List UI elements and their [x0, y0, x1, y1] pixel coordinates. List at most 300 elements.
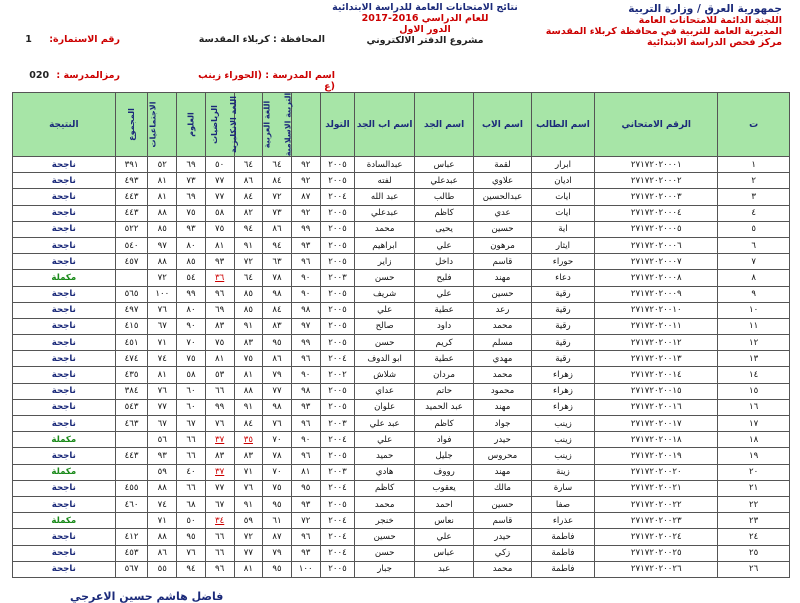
- table-cell: ٧٧: [263, 383, 292, 399]
- table-cell: ٢٧١٧٢٠٢٠٠٢٢: [595, 496, 718, 512]
- form-label: رقم الاستمارة:: [49, 34, 120, 45]
- table-row: [13, 383, 790, 399]
- table-cell: جليل: [414, 448, 473, 464]
- table-cell: ٧٦: [263, 416, 292, 432]
- table-cell: ٢٧١٧٢٠٢٠٠١٧: [595, 416, 718, 432]
- table-cell: ٧٨: [263, 270, 292, 286]
- table-cell: ٨٨: [234, 383, 263, 399]
- table-cell: ٩٤: [263, 237, 292, 253]
- result-cell: ناجحة: [13, 302, 116, 318]
- table-cell: ٦٦: [205, 545, 234, 561]
- table-cell: صالح: [355, 318, 414, 334]
- table-cell: ٨٣: [263, 318, 292, 334]
- table-cell: [115, 513, 148, 529]
- table-row: [13, 399, 790, 415]
- table-cell: ٨١: [234, 561, 263, 577]
- table-cell: ٨٦: [263, 351, 292, 367]
- table-cell: جواد: [474, 416, 531, 432]
- table-cell: رقية: [531, 286, 595, 302]
- table-cell: ٧٧: [205, 480, 234, 496]
- table-cell: ٧٥: [205, 221, 234, 237]
- table-cell: ٧٢: [148, 270, 177, 286]
- table-cell: ٩٠: [291, 270, 320, 286]
- col-great-grandfather: اسم اب الجد: [355, 93, 414, 157]
- table-cell: ٣: [718, 189, 790, 205]
- table-cell: ٧٤: [148, 351, 177, 367]
- table-cell: ٣٤: [205, 513, 234, 529]
- table-cell: ٢٠٠٥: [320, 237, 355, 253]
- table-cell: نعاس: [414, 513, 473, 529]
- table-cell: ٦٦: [205, 383, 234, 399]
- table-cell: ٨٤: [234, 416, 263, 432]
- table-cell: اديان: [531, 173, 595, 189]
- table-cell: ٩٣: [177, 221, 206, 237]
- committee-line: اللجنة الدائمة للامتحانات العامة: [638, 15, 782, 26]
- table-cell: ٢٠٠٥: [320, 383, 355, 399]
- table-cell: ٤٥٧: [115, 254, 148, 270]
- table-cell: علي: [414, 529, 473, 545]
- table-cell: ابرار: [531, 157, 595, 173]
- table-cell: علي: [414, 286, 473, 302]
- table-cell: ٩٦: [291, 529, 320, 545]
- table-cell: ٩٣: [291, 399, 320, 415]
- result-cell: ناجحة: [13, 448, 116, 464]
- col-islamic-label: التربية الاسلامية: [283, 92, 293, 156]
- table-cell: ٥٨: [177, 367, 206, 383]
- table-cell: ٩٧: [148, 237, 177, 253]
- table-cell: شلاش: [355, 367, 414, 383]
- table-cell: ٨٦: [263, 221, 292, 237]
- table-cell: ٢٦: [718, 561, 790, 577]
- table-cell: زينب: [531, 432, 595, 448]
- table-cell: ٧٥: [263, 480, 292, 496]
- result-cell: مكملة: [13, 270, 116, 286]
- ministry-header: [546, 4, 782, 48]
- result-cell: ناجحة: [13, 318, 116, 334]
- table-cell: حسن: [355, 335, 414, 351]
- col-math-label: الرياضيات: [209, 104, 219, 144]
- result-cell: ناجحة: [13, 480, 116, 496]
- table-cell: ٧٥: [177, 351, 206, 367]
- table-cell: ٧٢: [263, 189, 292, 205]
- table-cell: ٨٦: [148, 545, 177, 561]
- school-label: اسم المدرسة : (الحوراء زينب (ع: [198, 70, 335, 92]
- table-cell: ٩٦: [291, 254, 320, 270]
- table-cell: ٩٤: [234, 221, 263, 237]
- table-cell: ٣٧: [205, 432, 234, 448]
- table-cell: ٧٧: [234, 545, 263, 561]
- governorate-label: المحافظة : كربلاء المقدسة: [198, 34, 325, 45]
- col-result: النتيجة: [13, 93, 116, 157]
- table-row: [13, 237, 790, 253]
- table-cell: ٢٧١٧٢٠٢٠٠٢٠: [595, 464, 718, 480]
- table-cell: ٩٦: [205, 561, 234, 577]
- table-cell: ٩١: [234, 496, 263, 512]
- result-cell: مكملة: [13, 464, 116, 480]
- table-cell: عباس: [414, 157, 473, 173]
- table-row: [13, 351, 790, 367]
- table-cell: ٢٧١٧٢٠٢٠٠٠٥: [595, 221, 718, 237]
- table-cell: علوان: [355, 399, 414, 415]
- table-cell: ٧٢: [234, 529, 263, 545]
- table-cell: زكي: [474, 545, 531, 561]
- table-cell: ٨: [718, 270, 790, 286]
- col-arabic-label: اللغة العربية: [262, 100, 272, 148]
- table-cell: علي: [414, 237, 473, 253]
- table-cell: زهراء: [531, 367, 595, 383]
- table-cell: كاظم: [355, 480, 414, 496]
- table-cell: ٢٧١٧٢٠٢٠٠١٨: [595, 432, 718, 448]
- table-cell: حسين: [474, 496, 531, 512]
- table-cell: ٨٠: [177, 237, 206, 253]
- table-cell: ٧٧: [205, 189, 234, 205]
- table-cell: حسن: [355, 270, 414, 286]
- table-cell: ٣٩١: [115, 157, 148, 173]
- table-cell: ٨١: [205, 351, 234, 367]
- table-cell: مهند: [474, 270, 531, 286]
- table-cell: ٣٨٤: [115, 383, 148, 399]
- table-cell: ٢٧١٧٢٠٢٠٠١٢: [595, 335, 718, 351]
- table-cell: ٤٤٣: [115, 189, 148, 205]
- signature: فاضل هاشم حسين الاعرجي: [70, 590, 224, 603]
- table-cell: عبدالحسين: [474, 189, 531, 205]
- table-cell: ٢٠٠٣: [320, 416, 355, 432]
- table-cell: ١٣: [718, 351, 790, 367]
- col-science-label: العلوم: [186, 111, 196, 137]
- table-cell: ٤٣٥: [115, 367, 148, 383]
- table-cell: ٢٠٠٥: [320, 302, 355, 318]
- table-row: [13, 464, 790, 480]
- table-cell: ٧٣: [177, 173, 206, 189]
- table-cell: ٥٦: [148, 432, 177, 448]
- col-total: [115, 93, 148, 157]
- school-code-value: 020: [29, 70, 50, 81]
- table-cell: ٩٥: [263, 335, 292, 351]
- table-cell: حسن: [355, 545, 414, 561]
- table-row: [13, 254, 790, 270]
- table-cell: ٦: [718, 237, 790, 253]
- table-cell: لقمة: [474, 157, 531, 173]
- table-cell: مردان: [414, 367, 473, 383]
- table-cell: شريف: [355, 286, 414, 302]
- table-cell: فاطمة: [531, 545, 595, 561]
- result-cell: مكملة: [13, 432, 116, 448]
- table-cell: ٨١: [148, 367, 177, 383]
- col-social: [148, 93, 177, 157]
- table-cell: عبد الله: [355, 189, 414, 205]
- table-cell: ٢٧١٧٢٠٢٠٠١٣: [595, 351, 718, 367]
- table-cell: ٧٨: [263, 448, 292, 464]
- table-cell: ١٠٠: [291, 561, 320, 577]
- project-name: مشروع الدفتر الالكتروني: [366, 35, 484, 46]
- table-cell: ١٤: [718, 367, 790, 383]
- col-seq: ت: [718, 93, 790, 157]
- result-cell: ناجحة: [13, 351, 116, 367]
- table-cell: ٨٨: [148, 480, 177, 496]
- school-code: [20, 70, 120, 81]
- table-cell: ٢٠٠٥: [320, 157, 355, 173]
- table-cell: ٦٠: [177, 383, 206, 399]
- table-cell: ٧٥: [234, 351, 263, 367]
- table-row: [13, 189, 790, 205]
- table-cell: ٤٩٣: [115, 173, 148, 189]
- table-cell: فليح: [414, 270, 473, 286]
- table-cell: علي: [355, 432, 414, 448]
- table-cell: علي: [355, 302, 414, 318]
- table-cell: رقية: [531, 351, 595, 367]
- table-cell: ٨٥: [177, 254, 206, 270]
- table-cell: ٩٩: [291, 335, 320, 351]
- result-cell: ناجحة: [13, 529, 116, 545]
- table-cell: محروس: [474, 448, 531, 464]
- table-cell: مسلم: [474, 335, 531, 351]
- table-row: [13, 270, 790, 286]
- table-cell: ١٨: [718, 432, 790, 448]
- table-cell: ١: [718, 157, 790, 173]
- table-cell: ٨٣: [234, 335, 263, 351]
- table-row: [13, 529, 790, 545]
- table-cell: ٢٧١٧٢٠٢٠٠١٩: [595, 448, 718, 464]
- table-cell: محمد: [355, 496, 414, 512]
- table-cell: ٥٦٧: [115, 561, 148, 577]
- table-cell: ٢٧١٧٢٠٢٠٠٠٤: [595, 205, 718, 221]
- table-cell: ٥٠: [177, 513, 206, 529]
- table-cell: ٦٧: [205, 496, 234, 512]
- table-cell: يعقوب: [414, 480, 473, 496]
- table-cell: ٤٠: [177, 464, 206, 480]
- table-cell: ٤٩٧: [115, 302, 148, 318]
- table-cell: ٨٣: [234, 448, 263, 464]
- table-cell: داخل: [414, 254, 473, 270]
- table-cell: علاوي: [474, 173, 531, 189]
- table-cell: ٢٠٠٥: [320, 173, 355, 189]
- table-cell: حوراء: [531, 254, 595, 270]
- table-cell: ٢٠٠٥: [320, 561, 355, 577]
- table-cell: طالب: [414, 189, 473, 205]
- table-cell: ١١: [718, 318, 790, 334]
- table-cell: ٥٣: [205, 367, 234, 383]
- table-cell: ٥: [718, 221, 790, 237]
- table-cell: رقية: [531, 335, 595, 351]
- table-cell: ٢٠٠٣: [320, 270, 355, 286]
- table-cell: عبدعلي: [355, 205, 414, 221]
- table-cell: زهراء: [531, 399, 595, 415]
- table-cell: ٢٧١٧٢٠٢٠٠٠٨: [595, 270, 718, 286]
- result-cell: ناجحة: [13, 561, 116, 577]
- table-cell: ٩٢: [291, 173, 320, 189]
- table-cell: ٨٨: [148, 529, 177, 545]
- table-cell: ٩١: [234, 399, 263, 415]
- table-cell: ٨١: [148, 189, 177, 205]
- table-cell: ٥٥: [148, 561, 177, 577]
- table-cell: ٩٣: [291, 545, 320, 561]
- form-number: [20, 34, 120, 45]
- table-cell: ٢٤: [718, 529, 790, 545]
- table-cell: لفته: [355, 173, 414, 189]
- table-cell: ٥٨: [205, 205, 234, 221]
- table-cell: ٨٢: [234, 205, 263, 221]
- table-cell: ٩٩: [291, 221, 320, 237]
- table-cell: ٢٢: [718, 496, 790, 512]
- table-cell: ٥٤٣: [115, 399, 148, 415]
- table-cell: ٦٦: [177, 480, 206, 496]
- table-row: [13, 173, 790, 189]
- table-cell: ٩٦: [291, 448, 320, 464]
- table-cell: ٩: [718, 286, 790, 302]
- result-cell: ناجحة: [13, 335, 116, 351]
- table-cell: ٩٦: [205, 286, 234, 302]
- table-cell: ٩١: [234, 237, 263, 253]
- table-cell: عطية: [414, 302, 473, 318]
- school-code-label: رمزالمدرسة :: [56, 70, 120, 81]
- table-cell: ٢٠٠٥: [320, 496, 355, 512]
- table-cell: ٢٠٠٥: [320, 221, 355, 237]
- table-cell: ٦٨: [177, 496, 206, 512]
- table-cell: رقية: [531, 302, 595, 318]
- table-row: [13, 286, 790, 302]
- table-cell: ٩٣: [291, 496, 320, 512]
- table-cell: ٤٥٥: [115, 480, 148, 496]
- table-cell: حيدر: [474, 432, 531, 448]
- result-cell: ناجحة: [13, 205, 116, 221]
- table-cell: عطية: [414, 351, 473, 367]
- table-cell: ٩٥: [263, 561, 292, 577]
- table-cell: زينب: [531, 448, 595, 464]
- table-cell: زينة: [531, 464, 595, 480]
- table-cell: ٣٧: [205, 464, 234, 480]
- table-cell: ٧١: [148, 335, 177, 351]
- table-cell: حيدر: [474, 529, 531, 545]
- col-social-label: الاجتماعيات: [148, 101, 158, 147]
- table-cell: ٦٣: [263, 254, 292, 270]
- table-cell: ٧٧: [148, 399, 177, 415]
- table-cell: ٧: [718, 254, 790, 270]
- table-cell: مهند: [474, 464, 531, 480]
- table-cell: رقية: [531, 318, 595, 334]
- table-cell: ٩٨: [291, 302, 320, 318]
- table-cell: ٢٠٠٥: [320, 448, 355, 464]
- table-cell: ٧٦: [148, 302, 177, 318]
- result-cell: مكملة: [13, 513, 116, 529]
- table-cell: ٢٧١٧٢٠٢٠٠٠٦: [595, 237, 718, 253]
- table-cell: عباس: [414, 545, 473, 561]
- table-cell: محمود: [474, 383, 531, 399]
- table-cell: داود: [414, 318, 473, 334]
- table-row: [13, 318, 790, 334]
- table-cell: ٤٤٣: [115, 448, 148, 464]
- table-cell: ٧٣: [263, 205, 292, 221]
- table-cell: ٩٠: [291, 286, 320, 302]
- table-row: [13, 480, 790, 496]
- table-row: [13, 416, 790, 432]
- table-cell: ايثار: [531, 237, 595, 253]
- table-cell: ٧٥: [177, 205, 206, 221]
- table-cell: ٣٥: [234, 432, 263, 448]
- table-cell: ٩٥: [177, 529, 206, 545]
- table-cell: ٢٠٠٤: [320, 351, 355, 367]
- table-cell: ٩٧: [291, 318, 320, 334]
- table-row: [13, 432, 790, 448]
- table-cell: ٧٧: [205, 173, 234, 189]
- table-cell: ٨٣: [205, 318, 234, 334]
- table-cell: ٩٠: [291, 367, 320, 383]
- table-cell: ٩٠: [177, 318, 206, 334]
- table-cell: ٣٦: [205, 270, 234, 286]
- result-cell: ناجحة: [13, 416, 116, 432]
- table-cell: حسين: [474, 221, 531, 237]
- table-cell: كريم: [414, 335, 473, 351]
- table-cell: ٢٠٠٢: [320, 367, 355, 383]
- table-cell: رووف: [414, 464, 473, 480]
- table-cell: ٢٧١٧٢٠٢٠٠٢٥: [595, 545, 718, 561]
- table-cell: ٧٠: [177, 335, 206, 351]
- table-cell: ٢٧١٧٢٠٢٠٠١٦: [595, 399, 718, 415]
- table-cell: ٩٥: [291, 480, 320, 496]
- table-cell: ٢٧١٧٢٠٢٠٠١٤: [595, 367, 718, 383]
- table-row: [13, 513, 790, 529]
- table-cell: ٩٩: [177, 286, 206, 302]
- table-cell: فاطمة: [531, 529, 595, 545]
- table-cell: محمد: [474, 561, 531, 577]
- result-cell: ناجحة: [13, 399, 116, 415]
- table-cell: ٢: [718, 173, 790, 189]
- table-cell: ٩٣: [205, 254, 234, 270]
- table-cell: ٢٧١٧٢٠٢٠٠١٥: [595, 383, 718, 399]
- table-cell: ٢٧١٧٢٠٢٠٠٠٢: [595, 173, 718, 189]
- table-cell: ٩٣: [148, 448, 177, 464]
- table-cell: ٦٧: [148, 318, 177, 334]
- table-cell: ٦٦: [177, 432, 206, 448]
- table-row: [13, 221, 790, 237]
- table-cell: عدي: [474, 205, 531, 221]
- table-row: [13, 545, 790, 561]
- table-cell: ٥٢: [148, 157, 177, 173]
- results-table: [12, 92, 790, 578]
- table-cell: ١٩: [718, 448, 790, 464]
- table-cell: ٥٠: [205, 157, 234, 173]
- table-cell: ٦٤: [263, 157, 292, 173]
- table-cell: ٢٠٠٥: [320, 335, 355, 351]
- table-cell: ٥٤: [177, 270, 206, 286]
- table-cell: ٢٧١٧٢٠٢٠٠٢٣: [595, 513, 718, 529]
- table-cell: ٥٩: [148, 464, 177, 480]
- table-cell: ٥٢٢: [115, 221, 148, 237]
- table-cell: ٢٠٠٥: [320, 318, 355, 334]
- table-cell: ٧١: [234, 464, 263, 480]
- table-cell: ٢٧١٧٢٠٢٠٠١٠: [595, 302, 718, 318]
- table-cell: ٧٢: [234, 254, 263, 270]
- table-row: [13, 302, 790, 318]
- table-cell: ٦٩: [205, 302, 234, 318]
- result-cell: ناجحة: [13, 157, 116, 173]
- table-cell: ٩٦: [291, 416, 320, 432]
- result-cell: ناجحة: [13, 173, 116, 189]
- table-cell: ٢٧١٧٢٠٢٠٠٢٦: [595, 561, 718, 577]
- table-row: [13, 335, 790, 351]
- table-cell: ١٥: [718, 383, 790, 399]
- col-grandfather: اسم الجد: [414, 93, 473, 157]
- result-cell: ناجحة: [13, 254, 116, 270]
- exam-title: نتائج الامتحانات العامة للدراسة الابتدائية: [332, 2, 518, 13]
- table-cell: عبد علي: [355, 416, 414, 432]
- table-cell: ٧٦: [205, 416, 234, 432]
- table-cell: قاسم: [474, 254, 531, 270]
- table-cell: ٩٢: [291, 157, 320, 173]
- table-cell: ٤٦٠: [115, 496, 148, 512]
- result-cell: ناجحة: [13, 286, 116, 302]
- table-cell: ٦١: [263, 513, 292, 529]
- table-cell: ٨٥: [234, 302, 263, 318]
